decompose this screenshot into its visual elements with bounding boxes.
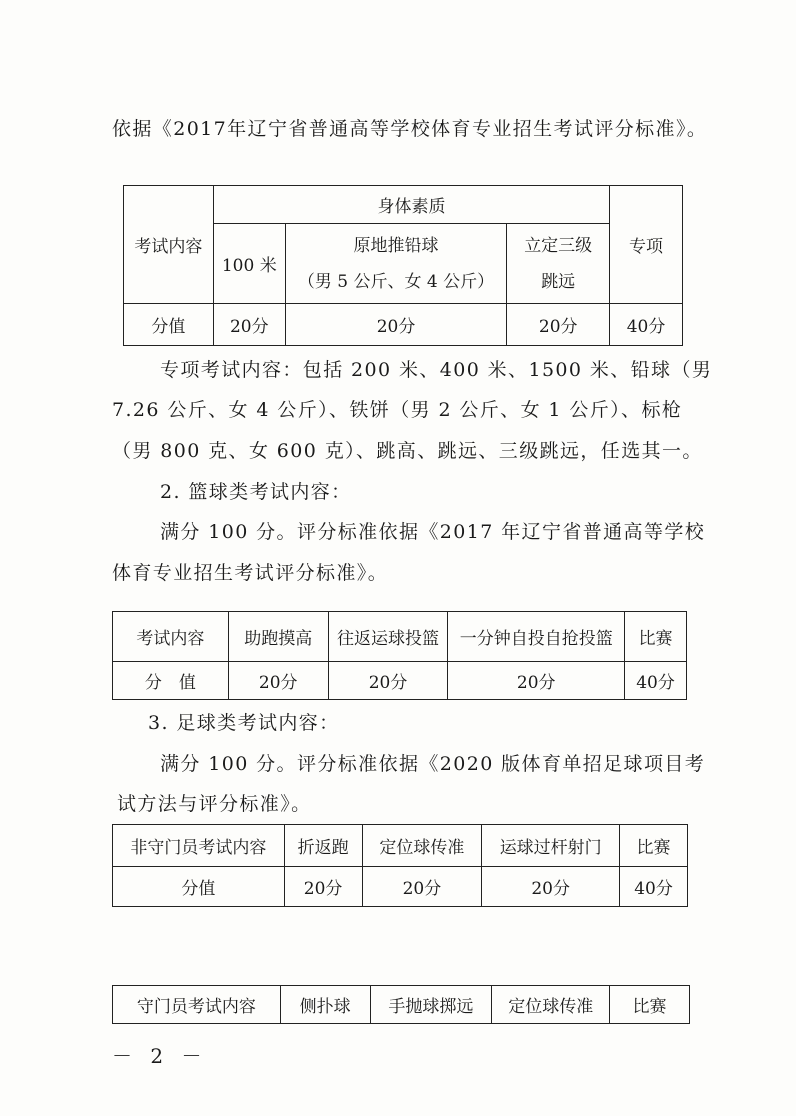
bb-header-match: 比赛 <box>625 612 687 662</box>
basketball-score-table <box>112 611 687 700</box>
fb-score-label: 分值 <box>113 867 285 907</box>
intro-line: 依据《2017年辽宁省普通高等学校体育专业招生考试评分标准》。 <box>112 118 708 140</box>
physical-quality-header: 身体素质 <box>213 186 609 224</box>
bb-score-dribble: 20分 <box>328 662 448 700</box>
score-label: 分值 <box>124 304 214 346</box>
gk-header-match: 比赛 <box>610 986 690 1024</box>
football-desc-line2: 试方法与评分标准》。 <box>117 793 312 815</box>
specialty-text-line3: （男 800 克、女 600 克）、跳高、跳远、三级跳远，任选其一。 <box>112 440 703 462</box>
score-triple-jump: 20分 <box>507 304 610 346</box>
football-field-score-table <box>112 824 688 907</box>
triple-jump-line1: 立定三级 <box>524 235 593 256</box>
bb-header-approach: 助跑摸高 <box>228 612 328 662</box>
gk-header-passing: 定位球传准 <box>492 986 610 1024</box>
fb-score-match: 40分 <box>620 867 688 907</box>
basketball-heading: 2. 篮球类考试内容： <box>160 481 352 503</box>
page-number: － 2 － <box>112 1044 208 1068</box>
athletics-score-table <box>123 185 683 346</box>
basketball-desc-line2: 体育专业招生考试评分标准》。 <box>112 562 389 584</box>
gk-header-dive: 侧扑球 <box>280 986 370 1024</box>
exam-content-header: 考试内容 <box>124 186 214 304</box>
football-heading: 3. 足球类考试内容： <box>148 712 340 734</box>
fb-header-shuttle: 折返跑 <box>284 825 362 867</box>
specialty-text-line2: 7.26 公斤、女 4 公斤）、铁饼（男 2 公斤、女 1 公斤）、标枪 <box>112 399 683 421</box>
bb-header-shooting: 一分钟自投自抢投篮 <box>448 612 625 662</box>
bb-score-shooting: 20分 <box>448 662 625 700</box>
triple-jump-line2: 跳远 <box>541 271 576 292</box>
specialty-text-line1: 专项考试内容：包括 200 米、400 米、1500 米、铅球（男 <box>160 359 713 381</box>
fb-header-content: 非守门员考试内容 <box>113 825 285 867</box>
score-100m: 20分 <box>213 304 285 346</box>
fb-header-dribble-shoot: 运球过杆射门 <box>482 825 620 867</box>
specialty-header: 专项 <box>610 186 683 304</box>
bb-header-dribble: 往返运球投篮 <box>328 612 448 662</box>
col-triple-jump-header <box>507 224 610 304</box>
score-specialty: 40分 <box>610 304 683 346</box>
gk-header-throw: 手抛球掷远 <box>370 986 492 1024</box>
bb-score-match: 40分 <box>625 662 687 700</box>
score-shotput: 20分 <box>285 304 507 346</box>
fb-header-match: 比赛 <box>620 825 688 867</box>
gk-header-content: 守门员考试内容 <box>113 986 281 1024</box>
shotput-label: 原地推铅球 <box>353 235 439 256</box>
fb-header-passing: 定位球传准 <box>362 825 482 867</box>
goalkeeper-table <box>112 985 690 1024</box>
shotput-weights: （男 5 公斤、女 4 公斤） <box>297 271 495 292</box>
football-desc-line1: 满分 100 分。评分标准依据《2020 版体育单招足球项目考 <box>160 753 706 775</box>
fb-score-dribble-shoot: 20分 <box>482 867 620 907</box>
bb-score-approach: 20分 <box>228 662 328 700</box>
fb-score-shuttle: 20分 <box>284 867 362 907</box>
basketball-desc-line1: 满分 100 分。评分标准依据《2017 年辽宁省普通高等学校 <box>160 521 706 543</box>
col-100m-header: 100 米 <box>213 224 285 304</box>
fb-score-passing: 20分 <box>362 867 482 907</box>
bb-score-label: 分 值 <box>113 662 229 700</box>
bb-header-content: 考试内容 <box>113 612 229 662</box>
col-shotput-header <box>285 224 507 304</box>
